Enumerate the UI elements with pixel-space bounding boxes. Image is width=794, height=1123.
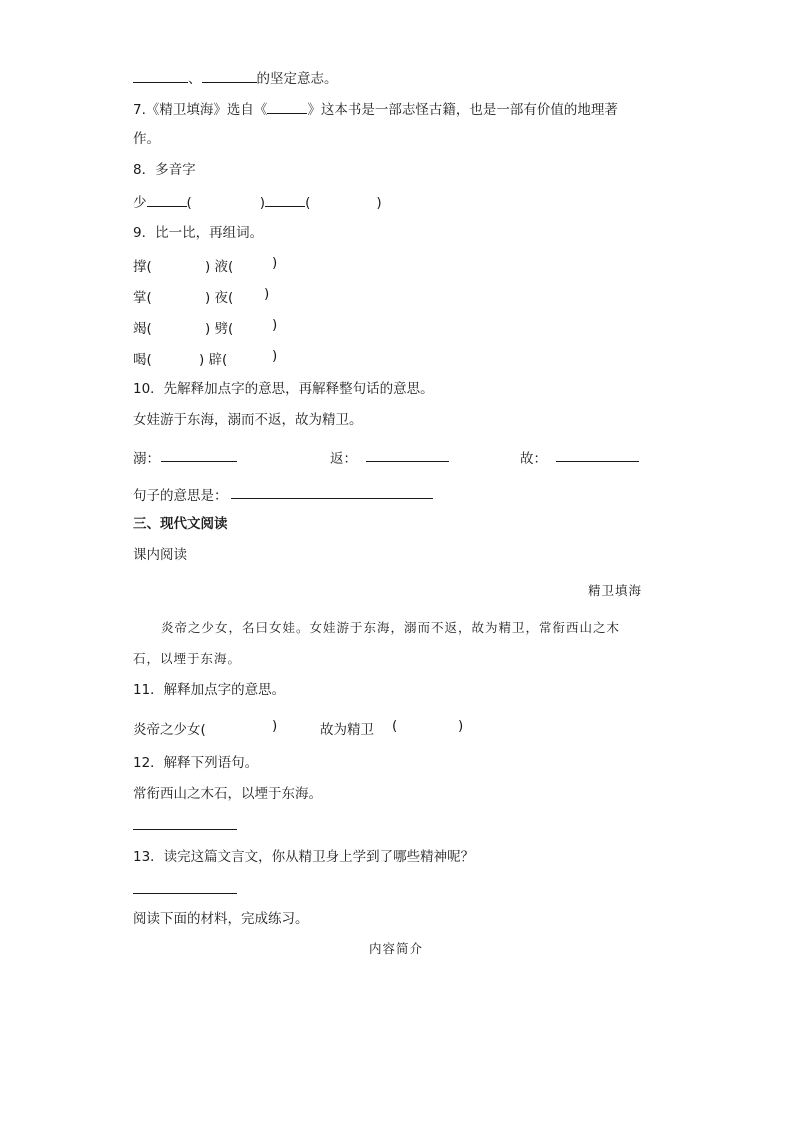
ni-answer-blank[interactable]	[161, 447, 237, 462]
separator-text: 、	[188, 71, 202, 87]
passage-line-1: 炎帝之少女，名曰女娃。女娃游于东海，溺而不返，故为精卫，常衔西山之木	[161, 620, 621, 635]
q13-answer-blank[interactable]	[133, 879, 237, 894]
meaning-label: 句子的意思是：	[133, 488, 228, 504]
question-13-title: 13．读完这篇文言文，你从精卫身上学到了哪些精神呢？	[133, 849, 475, 865]
ni-label: 溺：	[133, 451, 160, 467]
question-12-title: 12．解释下列语句。	[133, 755, 259, 771]
compare-mid: ) 辟(	[199, 352, 228, 368]
paren-open: (	[186, 195, 192, 211]
compare-right: )	[264, 286, 270, 302]
reading-intro: 阅读下面的材料，完成练习。	[133, 911, 309, 927]
pinyin-blank[interactable]	[147, 192, 187, 207]
compare-right: )	[272, 317, 278, 333]
q10-sentence: 女娃游于东海，溺而不返，故为精卫。	[133, 412, 363, 428]
q11-item-2-open: (	[392, 718, 398, 734]
q11-item-1: 炎帝之少女(	[133, 722, 206, 738]
answer-blank[interactable]	[133, 68, 188, 83]
paren-open: (	[305, 195, 311, 211]
gu-answer-blank[interactable]	[556, 447, 639, 462]
compare-left: 喝(	[133, 352, 152, 368]
q12-answer-blank[interactable]	[133, 815, 237, 830]
intent-line	[133, 68, 338, 88]
passage-title: 精卫填海	[588, 583, 643, 598]
question-8-title: 8．多音字	[133, 162, 196, 178]
q11-item-2-close: )	[458, 718, 464, 734]
q12-sentence: 常衔西山之木石，以堙于东海。	[133, 786, 322, 802]
answer-blank[interactable]	[202, 68, 257, 83]
fan-answer-blank[interactable]	[366, 447, 449, 462]
fan-label: 返：	[330, 451, 357, 467]
pinyin-blank[interactable]	[265, 192, 305, 207]
answer-blank[interactable]	[267, 99, 307, 114]
compare-right: )	[272, 255, 278, 271]
meaning-answer-blank[interactable]	[231, 484, 433, 499]
question-7	[133, 99, 618, 119]
paren-close: )	[259, 195, 266, 211]
q11-item-1-close: )	[272, 718, 278, 734]
compare-left: 竭(	[133, 321, 152, 337]
compare-mid: ) 劈(	[205, 321, 234, 337]
polyphone-row	[133, 192, 382, 212]
gu-label: 故：	[520, 451, 547, 467]
q11-item-2: 故为精卫	[320, 722, 374, 738]
paren-close: )	[376, 195, 382, 211]
compare-left: 撑(	[133, 259, 152, 275]
compare-right: )	[272, 348, 278, 364]
compare-mid: ) 液(	[205, 259, 234, 275]
reading-subtitle: 内容简介	[369, 941, 424, 956]
question-11-title: 11．解释加点字的意思。	[133, 682, 286, 698]
compare-mid: ) 夜(	[205, 290, 234, 306]
q7-text-part1: 7.《精卫填海》选自《	[133, 102, 268, 118]
q7-text-part2: 》这本书是一部志怪古籍，也是一部有价值的地理著	[307, 102, 618, 118]
compare-left: 掌(	[133, 290, 152, 306]
polyphone-char: 少	[133, 195, 147, 211]
question-9-title: 9．比一比，再组词。	[133, 225, 264, 241]
section-3-heading: 三、现代文阅读	[133, 516, 228, 532]
q7-continuation: 作。	[133, 131, 160, 147]
passage-line-2: 石，以堙于东海。	[133, 651, 242, 666]
intent-tail-text: 的坚定意志。	[256, 71, 338, 87]
section-3-subheading: 课内阅读	[133, 547, 187, 563]
question-10-title: 10．先解释加点字的意思，再解释整句话的意思。	[133, 381, 434, 397]
